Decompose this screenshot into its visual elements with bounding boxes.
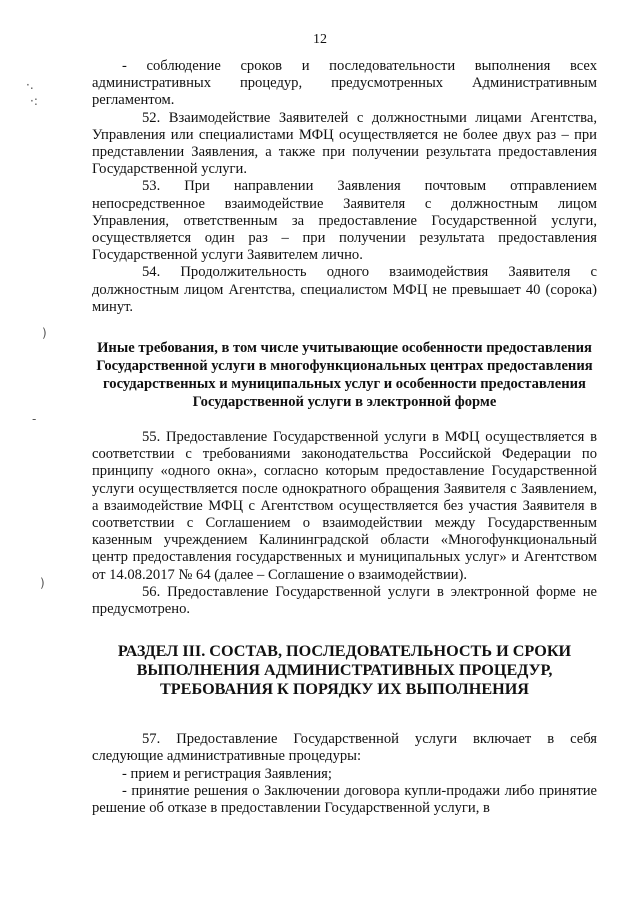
scan-mark: ·: [30, 94, 38, 108]
list-item: - принятие решения о Заключении договора купли-продажи либо принятие решение об отказе в предоставлении Государственной услуги, в [92, 782, 597, 817]
list-item: - прием и регистрация Заявления; [122, 765, 332, 782]
scan-mark: ·. [26, 78, 34, 92]
paragraph-54: 54. Продолжительность одного взаимодействия Заявителя с должностным лицом Агентства, специалистом МФЦ не превышает 40 (сорока) минут. [92, 264, 597, 315]
page-number: 12 [313, 32, 327, 47]
paragraph-57: 57. Предоставление Государственной услуги включает в себя следующие административные процедуры: [92, 731, 597, 765]
scan-mark: ) [40, 576, 45, 590]
paragraph: - соблюдение сроков и последовательности выполнения всех административных процедур, предусмотренных Административным регламентом. [92, 58, 597, 109]
paragraph-56: 56. Предоставление Государственной услуги в электронной форме не предусмотрено. [92, 583, 597, 618]
scan-mark: ) [42, 326, 47, 340]
section-heading: Иные требования, в том числе учитывающие особенности предоставления Государственной услуги в многофункциональных центрах предоставления государственных и муниципальных услуг и особенности предоставления Государственной услуги в электронной форме [96, 340, 593, 411]
paragraph-55: 55. Предоставление Государственной услуги в МФЦ осуществляется в соответствии с требованиями законодательства Российской Федерации по принципу «одного окна», согласно которым предоставление Государственной услуги осуществляется после однократного обращения Заявителя с Заявлением, а взаимодействие МФЦ с Агентством осуществляется без участия Заявителя в соответствии с Соглашением о взаимодействии между Государственным казенным учреждением Калининградской области «Многофункциональный центр предоставления государственных и муниципальных услуг» и Агентством от 14.08.2017 № 64 (далее – Соглашение о взаимодействии). [92, 429, 597, 583]
paragraph-52: 52. Взаимодействие Заявителей с должностными лицами Агентства, Управления или специалистами МФЦ осуществляется не более двух раз – при представлении Заявления, а также при получении результата предоставления Государственной услуги. [92, 109, 597, 178]
document-body [92, 58, 597, 817]
chapter-heading: РАЗДЕЛ III. СОСТАВ, ПОСЛЕДОВАТЕЛЬНОСТЬ И СРОКИ ВЫПОЛНЕНИЯ АДМИНИСТРАТИВНЫХ ПРОЦЕДУР, ТРЕБОВАНИЯ К ПОРЯДКУ ИХ ВЫПОЛНЕНИЯ [117, 642, 572, 699]
paragraph-53: 53. При направлении Заявления почтовым отправлением непосредственное взаимодействие Заявителя с должностным лицом Управления, ответственным за предоставление Государственной услуги, осуществляется один раз – при получении результата предоставления Государственной услуги Заявителем лично. [92, 178, 597, 264]
scan-mark: - [32, 412, 37, 426]
